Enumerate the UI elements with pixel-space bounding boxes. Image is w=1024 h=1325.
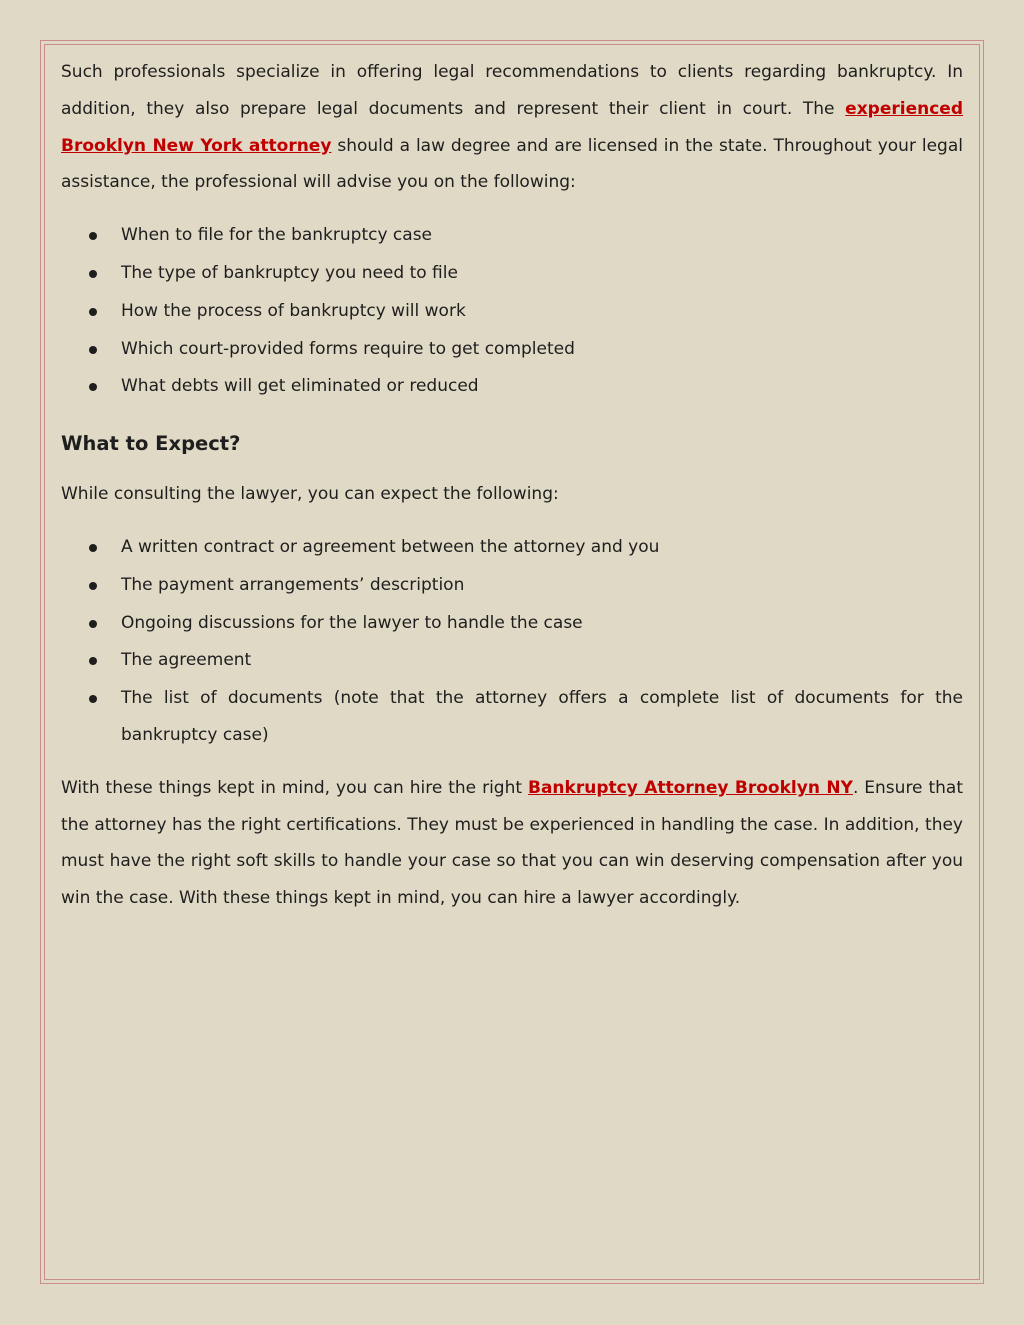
list-item <box>61 331 963 369</box>
list-item <box>61 293 963 331</box>
document-content <box>61 54 963 917</box>
bullet-icon <box>89 308 97 316</box>
bullet-icon <box>89 544 97 552</box>
list-item-text: The agreement <box>121 650 252 671</box>
bullet-icon <box>89 620 97 628</box>
list-item-text: A written contract or agreement between the attorney and you <box>121 536 660 557</box>
intro-paragraph <box>61 54 963 201</box>
bullet-icon <box>89 582 97 590</box>
bullet-icon <box>89 346 97 354</box>
list-item-text: The type of bankruptcy you need to file <box>121 262 458 283</box>
intro-text-before-link: Such professionals specialize in offering legal recommendations to clients regarding bankruptcy. In addition, they also prepare legal documents and represent their client in court. The <box>61 62 963 119</box>
bullet-icon <box>89 695 97 703</box>
list-item-text: When to file for the bankruptcy case <box>121 225 433 246</box>
list-item <box>61 368 963 406</box>
list-item <box>61 680 963 754</box>
bullet-icon <box>89 232 97 240</box>
closing-text-after-link: . Ensure that the attorney has the right certifications. They must be experienced in handling the case. In addition, they must have the right soft skills to handle your case so that you can win deserving compensation after you win the case. With these things kept in mind, you can hire a lawyer accordingly. <box>61 777 963 909</box>
bullet-icon <box>89 383 97 391</box>
advice-list <box>61 217 963 406</box>
list-item <box>61 217 963 255</box>
list-item-text: The list of documents (note that the attorney offers a complete list of documents for the bankruptcy case) <box>121 688 963 745</box>
list-item-text: What debts will get eliminated or reduced <box>121 376 479 397</box>
expectations-list <box>61 529 963 754</box>
list-item-text: Ongoing discussions for the lawyer to handle the case <box>121 612 583 633</box>
section-heading: What to Expect? <box>61 432 241 456</box>
bullet-icon <box>89 270 97 278</box>
experienced-attorney-link[interactable]: experienced Brooklyn New York attorney <box>61 98 963 156</box>
closing-paragraph <box>61 770 963 917</box>
list-item <box>61 642 963 680</box>
list-item <box>61 567 963 605</box>
list-item <box>61 605 963 643</box>
intro-text-after-link: should a law degree and are licensed in the state. Throughout your legal assistance, the professional will advise you on the following: <box>61 135 963 193</box>
list-item-text: The payment arrangements’ description <box>121 574 465 595</box>
list-item <box>61 255 963 293</box>
bankruptcy-attorney-link[interactable]: Bankruptcy Attorney Brooklyn NY <box>528 777 853 798</box>
closing-text-before-link: With these things kept in mind, you can hire the right <box>61 777 528 798</box>
lead-paragraph: While consulting the lawyer, you can expect the following: <box>61 484 559 505</box>
list-item-text: How the process of bankruptcy will work <box>121 300 466 321</box>
bullet-icon <box>89 657 97 665</box>
list-item-text: Which court-provided forms require to get completed <box>121 338 575 359</box>
list-item <box>61 529 963 567</box>
